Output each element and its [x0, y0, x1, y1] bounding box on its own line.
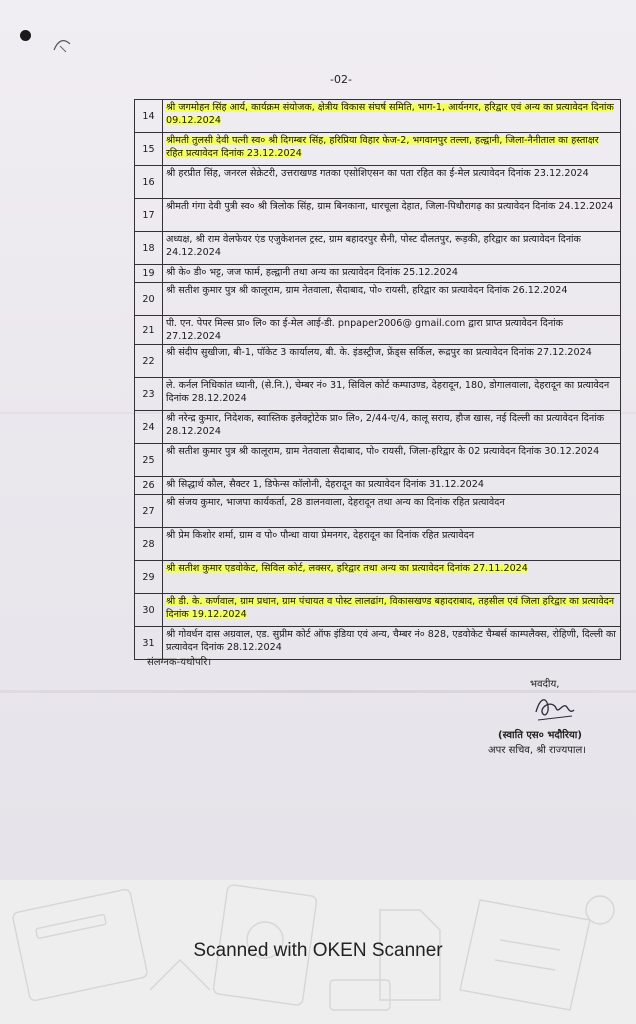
row-text: श्री संदीप सुखीजा, बी-1, पॉकेट 3 कार्यालय, बी. के. इंडस्ट्रीज, फ्रेंड्स सर्किल, रूद्रपुर का प्रत्यावेदन दिनांक 27.12.2024 [163, 345, 621, 378]
row-text [163, 100, 621, 133]
closing-salutation: भवदीय, [530, 679, 560, 690]
row-text: श्री सिद्धार्थ कौल, सैक्टर 1, डिफेन्स कॉलोनी, देहरादून का प्रत्यावेदन दिनांक 31.12.2024 [163, 477, 621, 495]
row-text: श्री संजय कुमार, भाजपा कार्यकर्ता, 28 डालनवाला, देहरादून तथा अन्य का दिनांक रहित प्रत्यावेदन [163, 495, 621, 528]
table-row [135, 199, 621, 232]
table-row [135, 265, 621, 283]
table-row [135, 133, 621, 166]
highlighted-text: श्री जगमोहन सिंह आर्य, कार्यक्रम संयोजक, क्षेत्रीय विकास संघर्ष समिति, भाग-1, आर्यनगर, हरिद्वार एवं अन्य का प्रत्यावेदन दिनांक 09.12.2024 [166, 102, 614, 126]
serial-number: 31 [135, 627, 163, 660]
serial-number: 15 [135, 133, 163, 166]
row-text: ले. कर्नल निधिकांत ध्यानी, (से.नि.), चेम्बर नं० 31, सिविल कोर्ट कम्पाउण्ड, देहरादून, 180, डोगालवाला, देहरादून का प्रत्यावेदन दिनांक 28.12.2024 [163, 378, 621, 411]
serial-number: 21 [135, 316, 163, 345]
table-row [135, 528, 621, 561]
table-row [135, 411, 621, 444]
row-text: श्री के० डी० भट्ट, जज फार्म, हल्द्वानी तथा अन्य का प्रत्यावेदन दिनांक 25.12.2024 [163, 265, 621, 283]
row-text: श्रीमती गंगा देवी पुत्री स्व० श्री त्रिलोक सिंह, ग्राम बिनकाना, धारचूला देहात, जिला-पिथौरागढ़ का प्रत्यावेदन दिनांक 24.12.2024 [163, 199, 621, 232]
table-row [135, 283, 621, 316]
serial-number: 14 [135, 100, 163, 133]
serial-number: 17 [135, 199, 163, 232]
signer-name: (स्वाति एस० भदौरिया) [498, 730, 582, 741]
highlighted-text: श्री डी. के. कर्णवाल, ग्राम प्रधान, ग्राम पंचायत व पोस्ट लालढांग, विकासखण्ड बहादराबाद, तहसील एवं जिला हरिद्वार का प्रत्यावेदन दिनांक 19.12.2024 [166, 596, 615, 620]
serial-number: 27 [135, 495, 163, 528]
row-text [163, 133, 621, 166]
serial-number: 29 [135, 561, 163, 594]
table-row [135, 477, 621, 495]
page-number: -02- [330, 73, 352, 86]
table-row [135, 166, 621, 199]
row-text: श्री प्रेम किशोर शर्मा, ग्राम व पो० पौन्धा वाया प्रेमनगर, देहरादून का दिनांक रहित प्रत्यावेदन [163, 528, 621, 561]
serial-number: 26 [135, 477, 163, 495]
serial-number: 22 [135, 345, 163, 378]
signer-designation: अपर सचिव, श्री राज्यपाल। [488, 745, 587, 756]
serial-number: 20 [135, 283, 163, 316]
table-row [135, 345, 621, 378]
row-text: श्री गोवर्धन दास अग्रवाल, एड. सुप्रीम कोर्ट ऑफ इंडिया एवं अन्य, चैम्बर नं० 828, एडवोकेट चैम्बर्स काम्पलैक्स, रोहिणी, दिल्ली का प्रत्यावेदन दिनांक 28.12.2024 [163, 627, 621, 660]
table-row [135, 444, 621, 477]
table-row [135, 594, 621, 627]
table-row [135, 316, 621, 345]
serial-number: 24 [135, 411, 163, 444]
serial-number: 30 [135, 594, 163, 627]
enclosure-note: संलग्नक-यथोपरि। [147, 657, 212, 668]
highlighted-text: श्री सतीश कुमार एडवोकेट, सिविल कोर्ट, लक्सर, हरिद्वार तथा अन्य का प्रत्यावेदन दिनांक 27.11.2024 [166, 563, 528, 574]
highlighted-text: श्रीमती तुलसी देवी पत्नी स्व० श्री दिगम्बर सिंह, हरिप्रिया विहार फेज-2, भगवानपुर तल्ला, हल्द्वानी, जिला-नैनीताल का हस्ताक्षर रहित प्रत्यावेदन दिनांक 23.12.2024 [166, 135, 599, 159]
row-text: अध्यक्ष, श्री राम वेलफेयर एंड एजुकेशनल ट्रस्ट, ग्राम बहादरपुर सैनी, पोस्ट दौलतपुर, रूड़की, हरिद्वार का प्रत्यावेदन दिनांक 24.12.2024 [163, 232, 621, 265]
serial-number: 28 [135, 528, 163, 561]
representations-table [134, 99, 621, 660]
serial-number: 18 [135, 232, 163, 265]
signature-icon [532, 692, 576, 726]
row-text: पी. एन. पेपर मिल्स प्रा० लि० का ई-मेल आई-डी. pnpaper2006@ gmail.com द्वारा प्राप्त प्रत्यावेदन दिनांक 27.12.2024 [163, 316, 621, 345]
row-text [163, 561, 621, 594]
table-row [135, 100, 621, 133]
table-row [135, 232, 621, 265]
serial-number: 19 [135, 265, 163, 283]
serial-number: 25 [135, 444, 163, 477]
serial-number: 23 [135, 378, 163, 411]
row-text: श्री हरप्रीत सिंह, जनरल सेक्रेटरी, उत्तराखण्ड गतका एसोशिएसन का पता रहित का ई-मेल प्रत्यावेदन दिनांक 23.12.2024 [163, 166, 621, 199]
row-text: श्री नरेन्द्र कुमार, निदेशक, स्वास्तिक इलेक्ट्रोटेक प्रा० लि०, 2/44-ए/4, कालू सराय, हौज खास, नई दिल्ली का प्रत्यावेदन दिनांक 28.12.2024 [163, 411, 621, 444]
ink-mark-icon [52, 36, 72, 56]
table-row [135, 378, 621, 411]
serial-number: 16 [135, 166, 163, 199]
table-row [135, 561, 621, 594]
row-text: श्री सतीश कुमार पुत्र श्री कालूराम, ग्राम नेतवाला सैदाबाद, पो० रायसी, जिला-हरिद्वार के 02 प्रत्यावेदन दिनांक 30.12.2024 [163, 444, 621, 477]
punch-hole-icon [20, 30, 31, 41]
row-text: श्री सतीश कुमार पुत्र श्री कालूराम, ग्राम नेतवाला, सैदाबाद, पो० रायसी, हरिद्वार का प्रत्यावेदन दिनांक 26.12.2024 [163, 283, 621, 316]
scanner-footer-text: Scanned with OKEN Scanner [193, 940, 443, 961]
row-text [163, 594, 621, 627]
table-row [135, 495, 621, 528]
